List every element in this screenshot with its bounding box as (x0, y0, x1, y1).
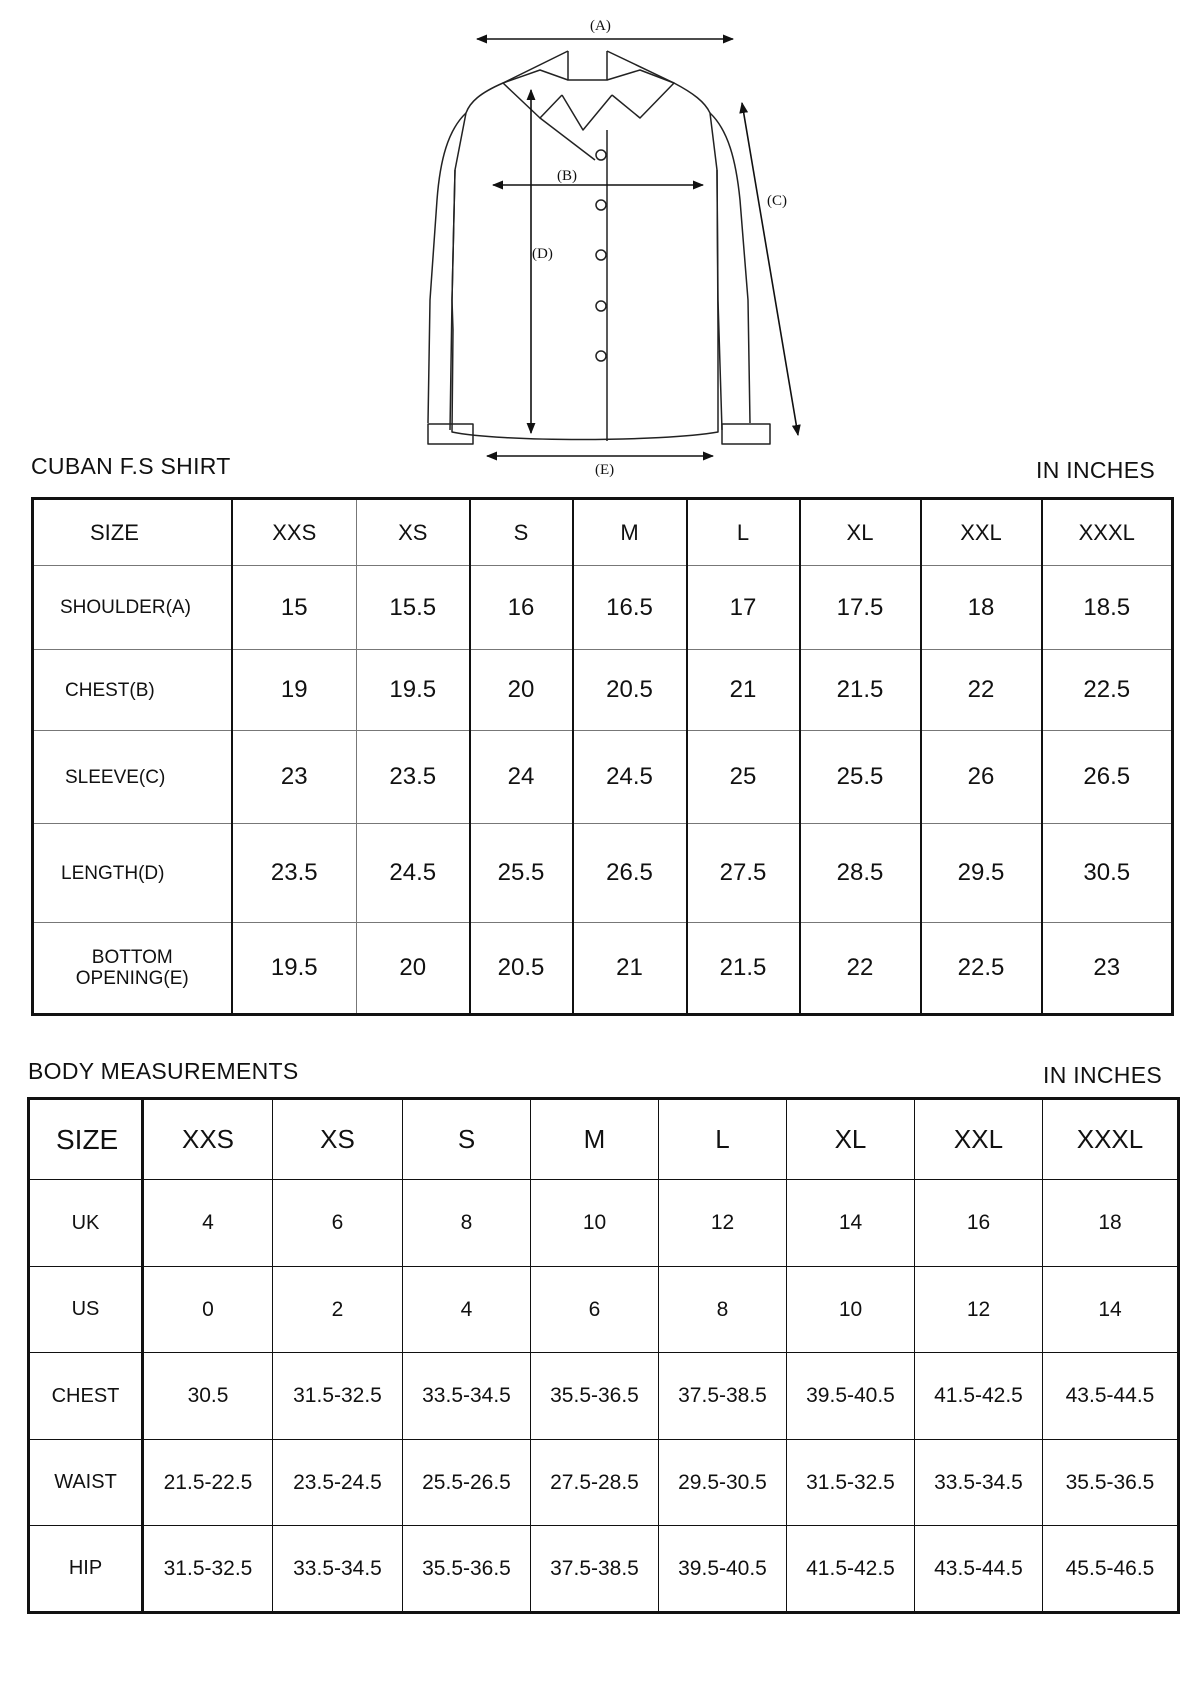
table-cell: 22 (800, 923, 921, 1015)
table-cell: 23 (1042, 923, 1173, 1015)
table-cell: 31.5-32.5 (273, 1353, 403, 1440)
row-label: SLEEVE(C) (33, 731, 232, 824)
table-cell: 18 (1043, 1180, 1179, 1267)
body-table-unit: IN INCHES (1043, 1062, 1162, 1088)
table-cell: 23.5-24.5 (273, 1439, 403, 1526)
table-cell: 30.5 (143, 1353, 273, 1440)
size-column-header: L (659, 1099, 787, 1180)
table-cell: 16.5 (573, 566, 687, 650)
dimension-label-c: (C) (767, 193, 787, 209)
table-cell: 15.5 (357, 566, 470, 650)
table-cell: 21.5 (800, 650, 921, 731)
shirt-outline (428, 51, 770, 444)
table-cell: 23.5 (357, 731, 470, 824)
size-column-header: XS (357, 499, 470, 566)
size-column-header: XS (273, 1099, 403, 1180)
table-row (33, 650, 1173, 731)
table-cell: 10 (531, 1180, 659, 1267)
size-column-header: XXXL (1042, 499, 1173, 566)
dimension-label-d: (D) (532, 246, 553, 262)
table-cell: 4 (143, 1180, 273, 1267)
table-cell: 20.5 (573, 650, 687, 731)
table-cell: 22 (921, 650, 1042, 731)
shirt-measurement-diagram (0, 0, 1200, 480)
table-cell: 43.5-44.5 (1043, 1353, 1179, 1440)
table-cell: 43.5-44.5 (915, 1526, 1043, 1613)
table-cell: 14 (1043, 1266, 1179, 1353)
table-cell: 31.5-32.5 (787, 1439, 915, 1526)
table-cell: 17 (687, 566, 800, 650)
size-column-header: XXL (915, 1099, 1043, 1180)
table-row (29, 1353, 1179, 1440)
table-row (29, 1439, 1179, 1526)
table-cell: 26.5 (1042, 731, 1173, 824)
table-cell: 6 (273, 1180, 403, 1267)
table-cell: 35.5-36.5 (403, 1526, 531, 1613)
size-column-header: M (573, 499, 687, 566)
table-cell: 4 (403, 1266, 531, 1353)
table-cell: 10 (787, 1266, 915, 1353)
row-label: UK (29, 1180, 143, 1267)
table-cell: 21 (573, 923, 687, 1015)
table-cell: 22.5 (921, 923, 1042, 1015)
size-header: SIZE (29, 1099, 143, 1180)
garment-table-title: CUBAN F.S SHIRT (31, 453, 231, 479)
row-label-line: OPENING(E) (75, 968, 189, 989)
table-cell: 19.5 (357, 650, 470, 731)
row-label: WAIST (29, 1439, 143, 1526)
table-cell: 19.5 (232, 923, 357, 1015)
table-cell: 35.5-36.5 (531, 1353, 659, 1440)
dimension-label-a: (A) (590, 18, 611, 34)
table-cell: 33.5-34.5 (915, 1439, 1043, 1526)
table-cell: 29.5-30.5 (659, 1439, 787, 1526)
table-cell: 8 (659, 1266, 787, 1353)
table-cell: 27.5 (687, 824, 800, 923)
table-cell: 12 (659, 1180, 787, 1267)
row-label: HIP (29, 1526, 143, 1613)
table-row (29, 1526, 1179, 1613)
table-cell: 18.5 (1042, 566, 1173, 650)
table-cell: 33.5-34.5 (403, 1353, 531, 1440)
table-cell: 21 (687, 650, 800, 731)
table-cell: 33.5-34.5 (273, 1526, 403, 1613)
table-cell: 29.5 (921, 824, 1042, 923)
table-cell: 26 (921, 731, 1042, 824)
row-label: CHEST (29, 1353, 143, 1440)
table-row (29, 1180, 1179, 1267)
table-cell: 20.5 (470, 923, 573, 1015)
table-row (29, 1266, 1179, 1353)
row-label: CHEST(B) (33, 650, 232, 731)
table-row (33, 499, 1173, 566)
table-cell: 22.5 (1042, 650, 1173, 731)
size-column-header: L (687, 499, 800, 566)
table-row (33, 923, 1173, 1015)
table-row (29, 1099, 1179, 1180)
size-column-header: XXL (921, 499, 1042, 566)
table-cell: 31.5-32.5 (143, 1526, 273, 1613)
table-cell: 25.5 (800, 731, 921, 824)
table-cell: 8 (403, 1180, 531, 1267)
size-column-header: XXS (232, 499, 357, 566)
table-cell: 37.5-38.5 (531, 1526, 659, 1613)
table-cell: 14 (787, 1180, 915, 1267)
table-cell: 30.5 (1042, 824, 1173, 923)
table-cell: 2 (273, 1266, 403, 1353)
row-label (33, 923, 232, 1015)
table-cell: 37.5-38.5 (659, 1353, 787, 1440)
table-cell: 23 (232, 731, 357, 824)
table-cell: 19 (232, 650, 357, 731)
table-cell: 20 (357, 923, 470, 1015)
table-cell: 41.5-42.5 (915, 1353, 1043, 1440)
size-header: SIZE (33, 499, 232, 566)
table-cell: 35.5-36.5 (1043, 1439, 1179, 1526)
body-table-title: BODY MEASUREMENTS (28, 1058, 299, 1084)
dimension-label-e: (E) (595, 462, 615, 478)
size-column-header: XXS (143, 1099, 273, 1180)
table-cell: 15 (232, 566, 357, 650)
table-cell: 25.5-26.5 (403, 1439, 531, 1526)
dimension-label-b: (B) (557, 168, 577, 184)
garment-measurement-table (31, 497, 1174, 1016)
table-cell: 21.5 (687, 923, 800, 1015)
table-cell: 39.5-40.5 (787, 1353, 915, 1440)
size-column-header: S (470, 499, 573, 566)
table-cell: 16 (915, 1180, 1043, 1267)
body-measurement-table (27, 1097, 1180, 1614)
table-cell: 25.5 (470, 824, 573, 923)
table-cell: 12 (915, 1266, 1043, 1353)
size-column-header: M (531, 1099, 659, 1180)
table-cell: 18 (921, 566, 1042, 650)
table-row (33, 824, 1173, 923)
row-label: LENGTH(D) (33, 824, 232, 923)
table-cell: 0 (143, 1266, 273, 1353)
table-cell: 25 (687, 731, 800, 824)
size-column-header: XL (787, 1099, 915, 1180)
table-row (33, 731, 1173, 824)
row-label: US (29, 1266, 143, 1353)
table-cell: 17.5 (800, 566, 921, 650)
table-cell: 23.5 (232, 824, 357, 923)
size-column-header: XXXL (1043, 1099, 1179, 1180)
table-cell: 39.5-40.5 (659, 1526, 787, 1613)
table-cell: 41.5-42.5 (787, 1526, 915, 1613)
garment-table-unit: IN INCHES (1036, 457, 1155, 483)
table-row (33, 566, 1173, 650)
table-cell: 24.5 (357, 824, 470, 923)
table-cell: 45.5-46.5 (1043, 1526, 1179, 1613)
row-label: SHOULDER(A) (33, 566, 232, 650)
size-column-header: XL (800, 499, 921, 566)
table-cell: 21.5-22.5 (143, 1439, 273, 1526)
table-cell: 6 (531, 1266, 659, 1353)
table-cell: 28.5 (800, 824, 921, 923)
table-cell: 24.5 (573, 731, 687, 824)
table-cell: 20 (470, 650, 573, 731)
table-cell: 16 (470, 566, 573, 650)
table-cell: 24 (470, 731, 573, 824)
size-column-header: S (403, 1099, 531, 1180)
table-cell: 27.5-28.5 (531, 1439, 659, 1526)
table-cell: 26.5 (573, 824, 687, 923)
row-label-line: BOTTOM (91, 947, 173, 968)
